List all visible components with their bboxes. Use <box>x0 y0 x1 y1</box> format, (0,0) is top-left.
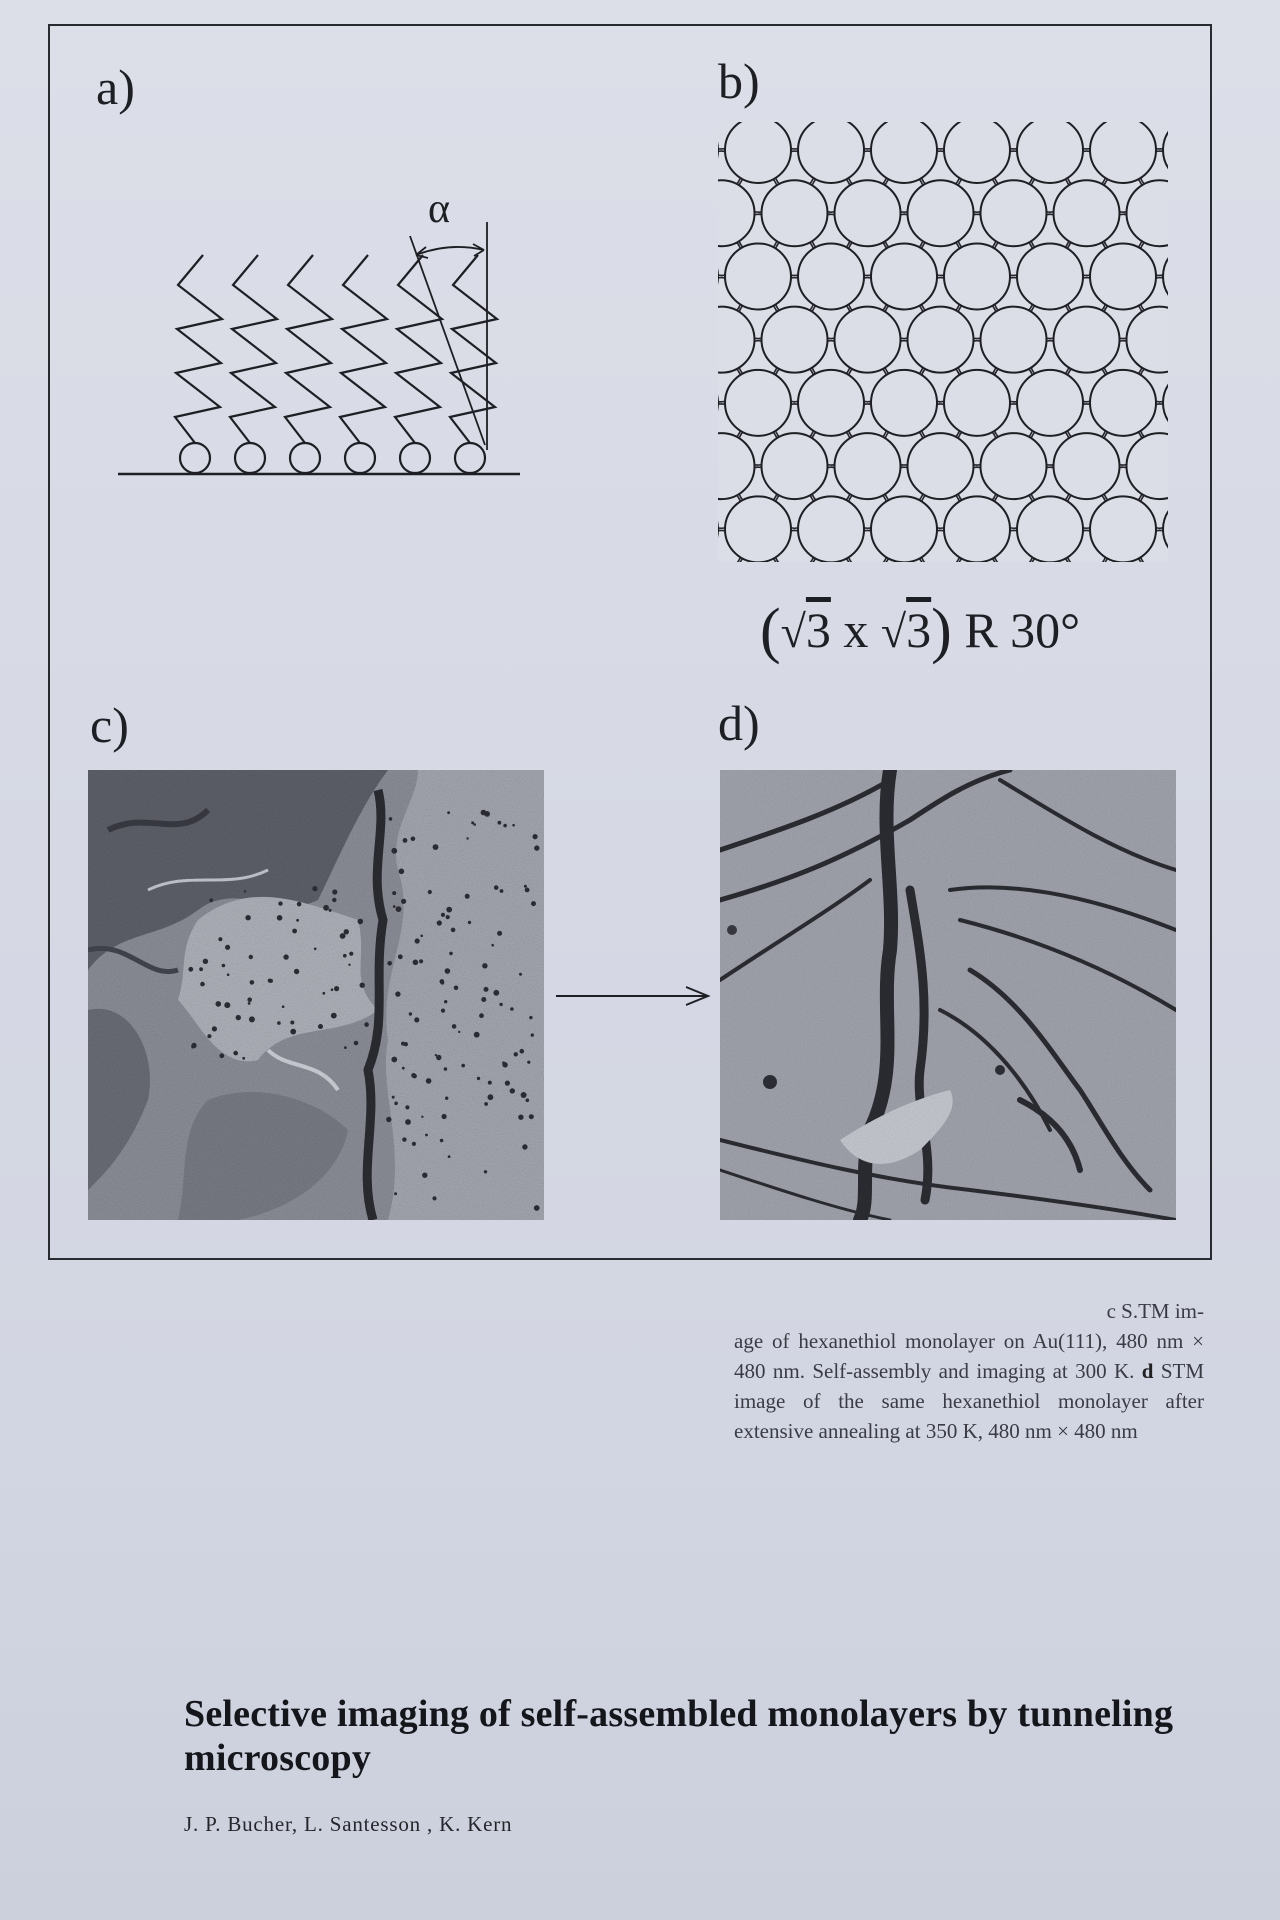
headgroup-atom <box>180 443 210 473</box>
formula-close-paren: ) <box>931 597 952 665</box>
vacancy-pit <box>534 1205 540 1211</box>
vacancy-pit <box>277 1021 281 1025</box>
vacancy-pit <box>510 1007 514 1011</box>
vacancy-pit <box>290 1029 296 1035</box>
vacancy-pit <box>452 1024 457 1029</box>
annealing-arrow <box>556 982 716 1010</box>
vacancy-pit <box>329 909 332 912</box>
vacancy-pit <box>283 954 288 959</box>
formula-times: x <box>830 602 881 658</box>
vacancy-pit <box>451 928 456 933</box>
formula-root-2: √ <box>880 606 907 657</box>
panel-label-d: d) <box>718 695 760 751</box>
vacancy-pit <box>268 979 272 983</box>
caption-c-text: age of hexanethiol monolayer on Au(111), 480 nm × 480 nm. Self-assembly and imaging at 300 K. <box>734 1329 1204 1383</box>
vacancy-pit <box>448 1155 451 1158</box>
vacancy-pit <box>250 980 255 985</box>
vacancy-pit <box>503 824 507 828</box>
stm-image-d <box>720 770 1176 1220</box>
vacancy-pit <box>233 1051 238 1056</box>
vacancy-pit <box>531 901 536 906</box>
vacancy-pit <box>349 952 353 956</box>
article-authors: J. P. Bucher, L. Santesson , K. Kern <box>184 1812 513 1836</box>
adsorbate-molecule <box>1054 307 1120 373</box>
adsorbate-molecule <box>944 496 1010 562</box>
vacancy-pit <box>403 838 408 843</box>
adsorbate-molecule <box>835 433 901 499</box>
vacancy-pit <box>404 1042 408 1046</box>
vacancy-pit <box>212 1026 217 1031</box>
vacancy-pit <box>358 919 364 925</box>
adsorbate-molecule <box>1090 370 1156 436</box>
adsorbate-molecule <box>762 433 828 499</box>
vacancy-pit <box>446 915 450 919</box>
vacancy-pit <box>446 907 452 913</box>
vacancy-pit <box>454 986 459 991</box>
adsorbate-molecule <box>908 307 974 373</box>
vacancy-pit <box>413 960 419 966</box>
vacancy-pit <box>520 1049 525 1054</box>
vacancy-pit <box>209 898 213 902</box>
caption-d-text: STM image of the same hexanethiol monolayer after extensive annealing at 350 K, 480 nm × 480 nm <box>734 1359 1205 1443</box>
vacancy-pit <box>488 1081 492 1085</box>
formula-root-1: √ <box>780 606 806 657</box>
vacancy-pit <box>531 1033 534 1036</box>
adsorbate-molecule <box>1017 370 1083 436</box>
adsorbate-molecule <box>1017 122 1083 183</box>
vacancy-pit <box>409 1012 412 1015</box>
adsorbate-molecule <box>762 180 828 246</box>
vacancy-pit <box>484 987 489 992</box>
alkyl-chain <box>395 255 442 443</box>
vacancy-pit <box>277 915 283 921</box>
vacancy-pit <box>468 921 471 924</box>
vacancy-pit <box>527 1061 530 1064</box>
vacancy-pit <box>415 938 420 943</box>
vacancy-pit <box>437 920 442 925</box>
vacancy-pit <box>340 933 346 939</box>
adsorbate-molecule <box>871 243 937 309</box>
vacancy-pit <box>244 890 246 892</box>
vacancy-pit <box>312 886 317 891</box>
panel-label-b: b) <box>718 53 760 109</box>
adsorbate-molecule <box>798 122 864 183</box>
vacancy-pit <box>344 929 349 934</box>
adsorbate-molecule <box>1017 496 1083 562</box>
adsorbate-molecule <box>1017 243 1083 309</box>
adsorbate-molecule <box>798 243 864 309</box>
vacancy-pit <box>494 885 499 890</box>
vacancy-pit <box>525 888 530 893</box>
vacancy-pit <box>447 811 450 814</box>
figure-caption <box>734 1296 1204 1446</box>
adsorbate-molecule <box>1054 180 1120 246</box>
vacancy-pit <box>393 905 396 908</box>
vacancy-pit <box>292 929 297 934</box>
vacancy-pit <box>242 1057 245 1060</box>
adsorbate-molecule <box>725 496 791 562</box>
vacancy-pit <box>445 968 451 974</box>
vacancy-pit <box>399 869 405 875</box>
vacancy-pit <box>534 845 539 850</box>
vacancy-pit <box>482 963 487 968</box>
vacancy-pit <box>248 1002 251 1005</box>
formula-three-1: 3 <box>805 602 831 658</box>
alkyl-chain <box>230 255 277 443</box>
adsorbate-molecule <box>981 433 1047 499</box>
vacancy-pit <box>391 848 397 854</box>
vacancy-pit <box>426 1078 432 1084</box>
vacancy-pit <box>529 1016 532 1019</box>
alkyl-chain <box>340 255 387 443</box>
headgroup-atom <box>400 443 430 473</box>
vacancy-pit <box>247 997 252 1002</box>
vacancy-pit <box>524 885 527 888</box>
headgroup-atom <box>345 443 375 473</box>
panel-label-c: c) <box>90 697 129 753</box>
caption-marker-c: c <box>1106 1299 1116 1323</box>
vacancy-pit <box>396 906 402 912</box>
vacancy-pit <box>364 1022 369 1027</box>
vacancy-pit <box>441 1009 445 1013</box>
vacancy-pit <box>466 837 468 839</box>
vacancy-pit <box>391 1057 397 1063</box>
vacancy-pit <box>296 919 299 922</box>
vacancy-pit <box>479 1013 484 1018</box>
vacancy-pit <box>360 983 365 988</box>
vacancy-pit <box>343 954 347 958</box>
adsorbate-molecule <box>798 496 864 562</box>
vacancy-pit <box>484 1170 487 1173</box>
formula-open-paren: ( <box>760 597 781 665</box>
vacancy-pit <box>522 1144 527 1149</box>
vacancy-pit <box>444 1000 447 1003</box>
vacancy-pit <box>500 889 504 893</box>
vacancy-pit <box>354 1041 359 1046</box>
lattice-diagram <box>718 122 1168 562</box>
vacancy-pit <box>405 1105 409 1109</box>
vacancy-pit <box>191 1045 194 1048</box>
vacancy-pit <box>414 1017 419 1022</box>
alkyl-chain <box>175 255 222 443</box>
vacancy-pit <box>249 1016 255 1022</box>
adsorbate-molecule <box>981 180 1047 246</box>
vacancy-pit <box>227 973 230 976</box>
vacancy-pit <box>282 1005 285 1008</box>
vacancy-pit <box>348 964 350 966</box>
caption-first-line <box>734 1296 1204 1326</box>
vacancy-pit <box>297 902 302 907</box>
adsorbate-molecule <box>835 307 901 373</box>
vacancy-pit <box>425 1134 428 1137</box>
vacancy-pit <box>444 1067 448 1071</box>
vacancy-pit <box>519 973 522 976</box>
vacancy-pit <box>441 913 445 917</box>
vacancy-pit <box>392 891 396 895</box>
vacancy-pit <box>398 954 403 959</box>
vacancy-pit <box>497 931 502 936</box>
article-title: Selective imaging of self-assembled monolayers by tunneling microscopy <box>184 1693 1174 1779</box>
adsorbate-molecule <box>944 370 1010 436</box>
vacancy-pit <box>533 834 538 839</box>
vacancy-pit <box>499 1003 502 1006</box>
vacancy-pit <box>278 901 282 905</box>
vacancy-pit <box>245 915 250 920</box>
vacancy-pit <box>420 935 423 938</box>
vacancy-pit <box>498 821 502 825</box>
adsorbate-molecule <box>908 433 974 499</box>
vacancy-pit <box>505 1081 510 1086</box>
vacancy-pit <box>433 844 439 850</box>
vacancy-pit <box>514 1052 518 1056</box>
vacancy-pit <box>435 1054 437 1056</box>
vacancy-pit <box>440 981 444 985</box>
caption-c-line1: S.TM im- <box>1115 1299 1204 1323</box>
adsorbate-molecule <box>798 370 864 436</box>
vacancy-pit <box>322 992 325 995</box>
vacancy-pit <box>332 889 337 894</box>
vacancy-pit <box>465 894 470 899</box>
chain-tilt-diagram <box>110 200 550 500</box>
adsorbate-molecule <box>1090 496 1156 562</box>
adsorbate-molecule <box>908 180 974 246</box>
vacancy-pit <box>502 1061 505 1064</box>
vacancy-pit <box>488 1094 494 1100</box>
vacancy-pit <box>529 1114 534 1119</box>
vacancy-pit <box>225 945 230 950</box>
vacancy-pit <box>432 1196 436 1200</box>
adsorbate-molecule <box>871 122 937 183</box>
adsorbate-molecule <box>1090 243 1156 309</box>
vacancy-pit <box>290 1021 294 1025</box>
vacancy-pit <box>512 824 515 827</box>
vacancy-pit <box>442 1114 447 1119</box>
vacancy-pit <box>412 1142 416 1146</box>
vacancy-pit <box>402 1067 405 1070</box>
vacancy-pit <box>510 1088 515 1093</box>
vacancy-pit <box>440 1139 444 1143</box>
adsorbate-molecule <box>725 370 791 436</box>
adsorbate-molecule <box>871 496 937 562</box>
vacancy-pit <box>236 1015 241 1020</box>
vacancy-pit <box>419 959 423 963</box>
vacancy-pit <box>386 1117 391 1122</box>
vacancy-pit <box>405 1119 411 1125</box>
panel-label-a: a) <box>96 59 135 115</box>
vacancy-pit <box>477 1077 480 1080</box>
adsorbate-molecule <box>725 243 791 309</box>
vacancy-pit <box>203 959 208 964</box>
vacancy-pit <box>314 948 317 951</box>
adsorbate-molecule <box>725 122 791 183</box>
vacancy-pit <box>331 988 334 991</box>
headgroup-atom <box>455 443 485 473</box>
headgroup-atom <box>235 443 265 473</box>
vacancy-pit <box>411 837 416 842</box>
vacancy-pit <box>318 1024 323 1029</box>
vacancy-pit <box>474 1032 480 1038</box>
formula-rotation: R 30° <box>951 602 1081 658</box>
vacancy-pit <box>224 1002 230 1008</box>
vacancy-pit <box>411 1073 416 1078</box>
caption-marker-d: d <box>1141 1359 1154 1383</box>
vacancy-pit <box>331 1013 337 1019</box>
vacancy-pit <box>445 1097 448 1100</box>
vacancy-pit <box>216 1001 222 1007</box>
vacancy-pit <box>218 937 222 941</box>
vacancy-pit <box>395 991 400 996</box>
stm-image-c <box>88 770 544 1220</box>
caption-body <box>734 1326 1204 1446</box>
vacancy-pit <box>481 997 486 1002</box>
vacancy-pit <box>334 986 339 991</box>
vacancy-pit <box>188 967 193 972</box>
vacancy-pit <box>401 899 406 904</box>
lattice-notation <box>760 596 1080 667</box>
adsorbate-molecule <box>981 307 1047 373</box>
vacancy-pit <box>421 1116 423 1118</box>
vacancy-pit <box>526 1099 530 1103</box>
vacancy-pit <box>389 817 393 821</box>
vacancy-pit <box>458 1031 460 1033</box>
vacancy-pit <box>484 1102 488 1106</box>
vacancy-pit <box>344 1046 347 1049</box>
vacancy-pit <box>323 905 329 911</box>
vacancy-pit <box>387 961 392 966</box>
adsorbate-molecule <box>944 122 1010 183</box>
vacancy-pit <box>294 969 299 974</box>
vacancy-pit <box>428 890 432 894</box>
alkyl-chain <box>285 255 332 443</box>
vacancy-pit <box>200 982 205 987</box>
vacancy-pit <box>199 967 203 971</box>
vacancy-pit <box>402 1137 406 1141</box>
vacancy-pit <box>484 811 490 817</box>
adsorbate-molecule <box>871 370 937 436</box>
vacancy-pit <box>422 1173 427 1178</box>
vacancy-pit <box>394 1192 397 1195</box>
adsorbate-molecule <box>1090 122 1156 183</box>
adsorbate-molecule <box>1054 433 1120 499</box>
headgroup-atom <box>290 443 320 473</box>
vacancy-pit <box>332 898 336 902</box>
vacancy-pit <box>207 1034 211 1038</box>
vacancy-pit <box>219 1053 224 1058</box>
adsorbate-molecule <box>835 180 901 246</box>
vacancy-pit <box>521 1092 527 1098</box>
formula-three-2: 3 <box>906 602 932 658</box>
vacancy-pit <box>471 821 474 824</box>
vacancy-pit <box>222 964 226 968</box>
vacancy-pit <box>392 1096 395 1099</box>
vacancy-pit <box>249 955 253 959</box>
angle-symbol: α <box>428 200 451 232</box>
vacancy-pit <box>518 1115 523 1120</box>
vacancy-pit <box>449 952 453 956</box>
vacancy-pit <box>493 990 499 996</box>
adsorbate-molecule <box>944 243 1010 309</box>
adsorbate-molecule <box>762 307 828 373</box>
vacancy-pit <box>491 944 494 947</box>
vacancy-pit <box>461 1064 465 1068</box>
vacancy-pit <box>394 1102 398 1106</box>
